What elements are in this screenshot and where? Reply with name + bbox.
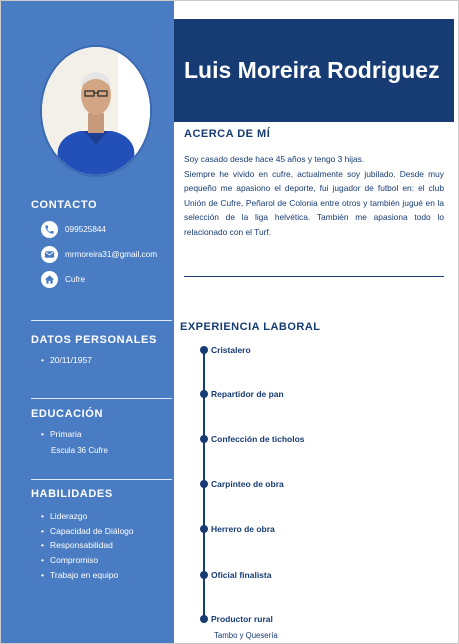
job-title: Carpinteo de obra	[211, 479, 284, 489]
timeline-dot	[200, 571, 208, 579]
contact-phone	[41, 221, 106, 238]
personal-list	[41, 353, 92, 368]
timeline-dot	[200, 435, 208, 443]
timeline-dot	[200, 615, 208, 623]
timeline-item	[199, 570, 271, 580]
job-title: Herrero de obra	[211, 524, 275, 534]
timeline-dot	[200, 346, 208, 354]
profile-photo	[42, 47, 150, 175]
experience-heading: EXPERIENCIA LABORAL	[180, 321, 321, 333]
personal-heading: DATOS PERSONALES	[31, 334, 157, 346]
job-title: Repartidor de pan	[211, 389, 284, 399]
job-subtitle: Tambo y Quesería	[214, 631, 278, 640]
job-title: Cristalero	[211, 345, 251, 355]
skill-item: • Trabajo en equipo	[41, 568, 134, 583]
timeline-item	[199, 614, 273, 624]
job-title: Productor rural	[211, 614, 273, 624]
skill-item: • Compromiso	[41, 553, 134, 568]
home-icon	[41, 271, 58, 288]
education-level: • Primaria	[41, 427, 82, 442]
education-list	[41, 427, 82, 442]
timeline-dot	[200, 390, 208, 398]
timeline-dot	[200, 525, 208, 533]
divider	[184, 276, 444, 277]
name-banner	[174, 19, 454, 122]
divider	[31, 320, 172, 321]
timeline-item	[199, 524, 275, 534]
about-text: Soy casado desde hace 45 años y tengo 3 hijas. Siempre he vivido en cufre, actualmente soy jubilado. Desde muy pequeño me apasiono el deporte, fui jugador de futbol en: el club Unión de Cufre, Peñarol de Colonia entre otros y también jugué en la selección de la liga helvética. También me apasiona todo lo relacionado con el Turf.	[184, 154, 444, 237]
skill-item: • Responsabilidad	[41, 538, 134, 553]
timeline-item	[199, 389, 284, 399]
education-heading: EDUCACIÓN	[31, 408, 104, 420]
divider	[31, 398, 172, 399]
job-title: Confección de ticholos	[211, 434, 305, 444]
contact-text: mrmoreira31@gmail.com	[65, 250, 158, 259]
contact-email	[41, 246, 157, 263]
skills-list	[41, 509, 134, 582]
job-title: Oficial finalista	[211, 570, 272, 580]
divider	[31, 479, 172, 480]
person-name: Luis Moreira Rodriguez	[184, 57, 440, 83]
timeline-item	[199, 434, 305, 444]
email-icon	[41, 246, 58, 263]
skills-heading: HABILIDADES	[31, 488, 113, 500]
skill-item: • Capacidad de Diálogo	[41, 524, 134, 539]
contact-text: Cufre	[65, 275, 86, 284]
contact-address	[41, 271, 85, 288]
about-heading: ACERCA DE MÍ	[184, 128, 271, 140]
contact-heading: CONTACTO	[31, 199, 98, 211]
skill-item: • Liderazgo	[41, 509, 134, 524]
education-school: Escula 36 Cufre	[51, 446, 108, 455]
timeline-item	[199, 479, 284, 489]
timeline-item	[199, 345, 251, 355]
contact-text: 099525844	[65, 225, 106, 234]
list-item: • 20/11/1957	[41, 353, 92, 368]
timeline-dot	[200, 480, 208, 488]
phone-icon	[41, 221, 58, 238]
